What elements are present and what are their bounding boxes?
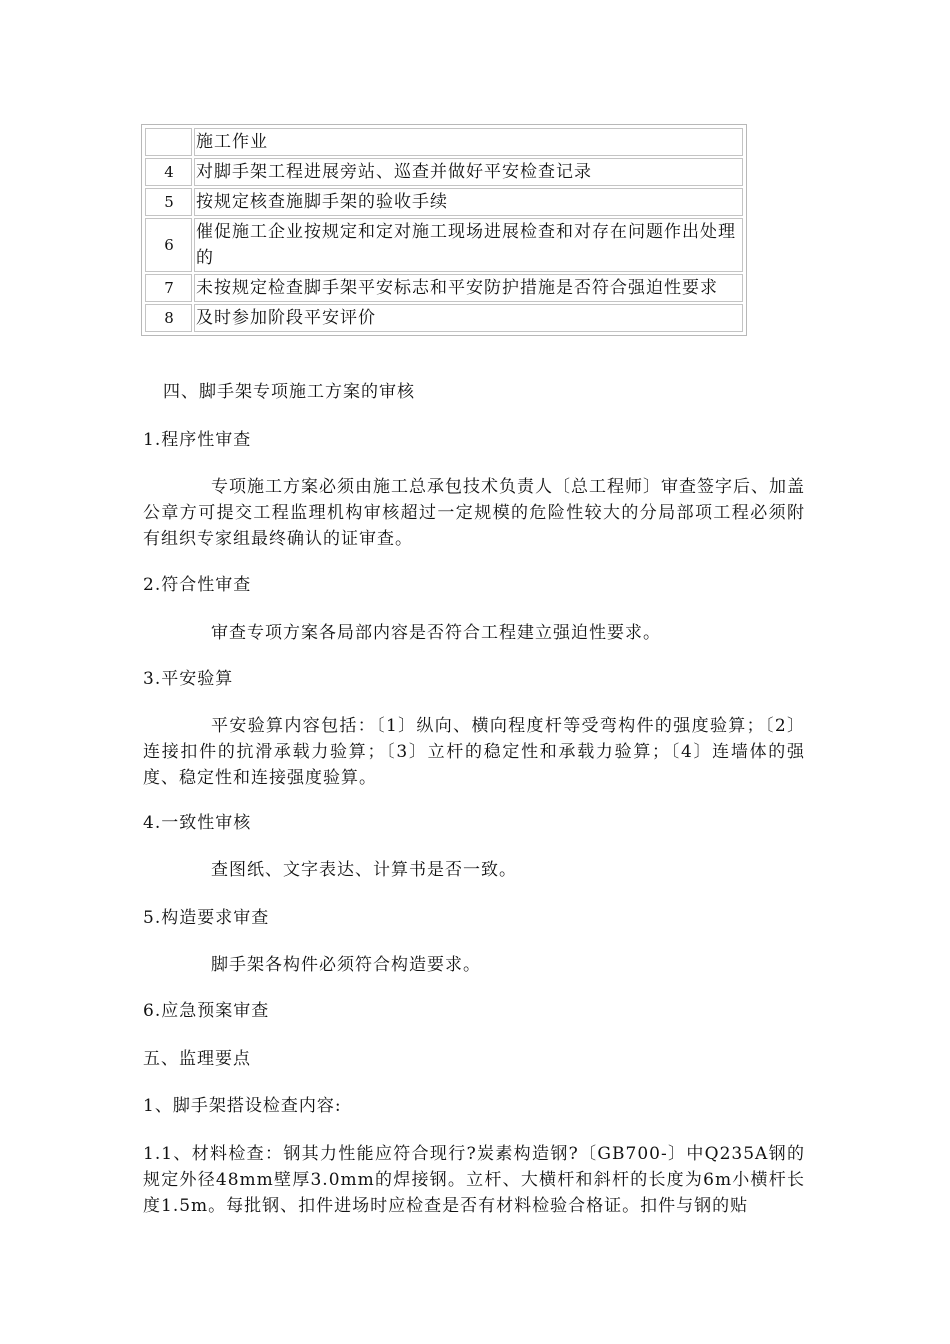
section-5-heading: 五、监理要点 bbox=[143, 1049, 251, 1069]
item-5-body: 脚手架各构件必须符合构造要求。 bbox=[211, 955, 481, 975]
item-6-title: 6.应急预案审查 bbox=[143, 1001, 270, 1021]
row-text-cell: 催促施工企业按规定和定对施工现场进展检查和对存在问题作出处理的 bbox=[194, 218, 743, 272]
table-row bbox=[145, 128, 743, 156]
row-number-cell: 4 bbox=[145, 158, 192, 186]
row-number-cell: 6 bbox=[145, 218, 192, 272]
item-3-title: 3.平安验算 bbox=[143, 669, 234, 689]
item-5-title: 5.构造要求审查 bbox=[143, 908, 270, 928]
row-number-cell bbox=[145, 128, 192, 156]
row-number-cell: 8 bbox=[145, 304, 192, 332]
duties-table-frame bbox=[141, 124, 747, 336]
item-1-title: 1.程序性审查 bbox=[143, 430, 252, 450]
row-number-cell: 5 bbox=[145, 188, 192, 216]
table-row bbox=[145, 158, 743, 186]
section-5-paragraph: 1.1、材料检查：钢其力性能应符合现行?炭素构造钢?〔GB700-〕中Q235A钢的规定外径48mm壁厚3.0mm的焊接钢。立杆、大横杆和斜杆的长度为6m小横杆长度1.5m。每批钢、扣件进场时应检查是否有材料检验合格证。扣件与钢的贴 bbox=[143, 1144, 805, 1216]
row-text-cell: 未按规定检查脚手架平安标志和平安防护措施是否符合强迫性要求 bbox=[194, 274, 743, 302]
item-4-body: 查图纸、文字表达、计算书是否一致。 bbox=[211, 860, 517, 880]
section-4-heading: 四、脚手架专项施工方案的审核 bbox=[163, 382, 415, 402]
item-2-body: 审查专项方案各局部内容是否符合工程建立强迫性要求。 bbox=[211, 623, 661, 643]
table-row bbox=[145, 274, 743, 302]
table-row bbox=[145, 188, 743, 216]
item-3-body: 平安验算内容包括：〔1〕纵向、横向程度杆等受弯构件的强度验算；〔2〕连接扣件的抗滑承载力验算；〔3〕立杆的稳定性和承载力验算；〔4〕连墙体的强度、稳定性和连接强度验算。 bbox=[143, 716, 805, 788]
row-text-cell: 按规定核查施脚手架的验收手续 bbox=[194, 188, 743, 216]
section-5-subheading: 1、脚手架搭设检查内容: bbox=[143, 1096, 342, 1116]
row-text-cell: 及时参加阶段平安评价 bbox=[194, 304, 743, 332]
row-number-cell: 7 bbox=[145, 274, 192, 302]
item-1-body: 专项施工方案必须由施工总承包技术负责人〔总工程师〕审查签字后、加盖公章方可提交工程监理机构审核超过一定规模的危险性较大的分局部项工程必须附有组织专家组最终确认的证审查。 bbox=[143, 477, 805, 549]
row-text-cell: 施工作业 bbox=[194, 128, 743, 156]
table-row bbox=[145, 304, 743, 332]
item-4-title: 4.一致性审核 bbox=[143, 813, 252, 833]
table-row bbox=[145, 218, 743, 272]
row-text-cell: 对脚手架工程进展旁站、巡查并做好平安检查记录 bbox=[194, 158, 743, 186]
item-2-title: 2.符合性审查 bbox=[143, 575, 252, 595]
duties-table bbox=[143, 126, 745, 334]
